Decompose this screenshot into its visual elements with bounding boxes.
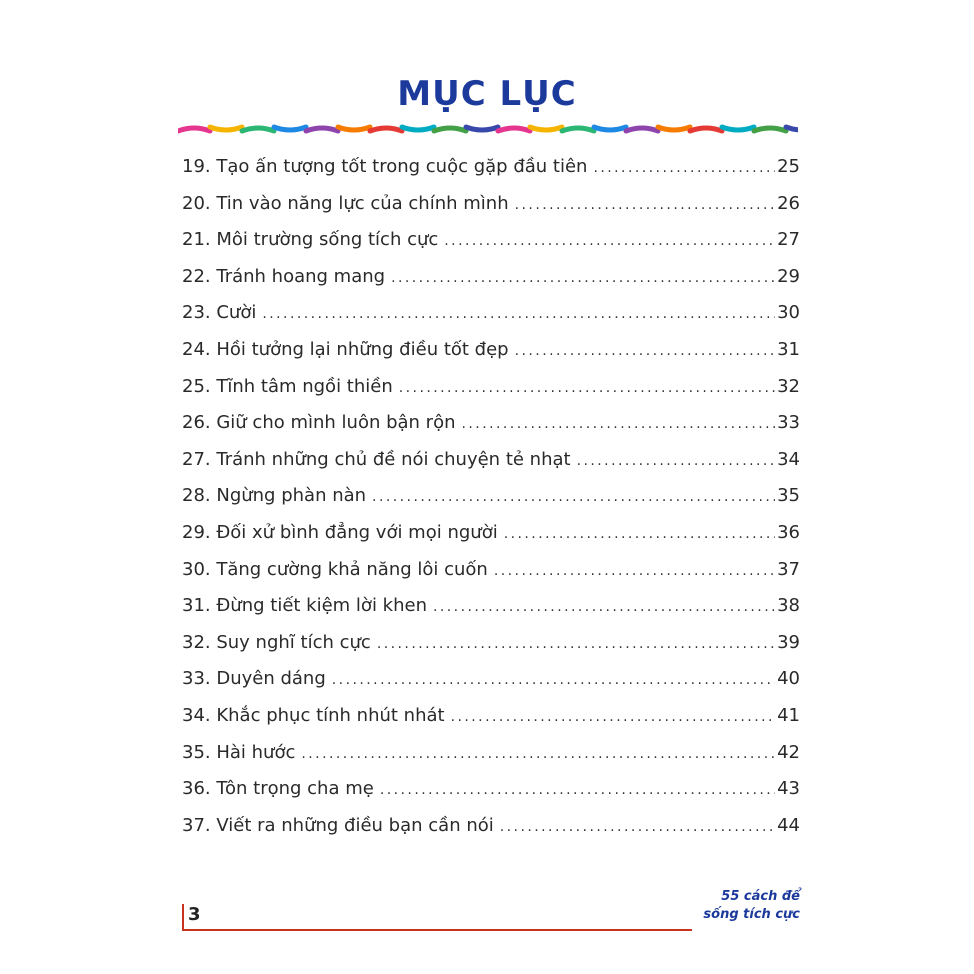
toc-entry-label: 20. Tin vào năng lực của chính mình xyxy=(182,192,509,214)
toc-entry-page: 33 xyxy=(777,412,800,434)
wave-segment xyxy=(530,127,562,130)
toc-entry xyxy=(182,156,800,193)
toc-entry-page: 38 xyxy=(777,595,800,617)
toc-entry-label: 31. Đừng tiết kiệm lời khen xyxy=(182,595,427,617)
wave-segment xyxy=(690,128,722,131)
toc-leader-dots xyxy=(462,416,776,432)
book-brand-line1: 55 cách để xyxy=(721,889,800,904)
wave-segment xyxy=(178,128,210,131)
toc-entry-label: 35. Hài hước xyxy=(182,741,296,763)
toc-leader-dots xyxy=(515,343,776,359)
toc-leader-dots xyxy=(372,489,775,505)
toc-entry-label: 33. Duyên dáng xyxy=(182,668,326,690)
toc-entry xyxy=(182,412,800,449)
toc-entry xyxy=(182,595,800,632)
toc-entry-page: 26 xyxy=(777,192,800,214)
toc-entry-label: 32. Suy nghĩ tích cực xyxy=(182,631,371,653)
wave-segment xyxy=(370,128,402,131)
toc-entry xyxy=(182,339,800,376)
toc-entry xyxy=(182,376,800,413)
toc-entry-page: 41 xyxy=(777,704,800,726)
wave-segment xyxy=(306,128,338,131)
toc-entry-label: 23. Cười xyxy=(182,302,257,324)
toc-leader-dots xyxy=(577,453,776,469)
toc-leader-dots xyxy=(262,306,775,322)
colorful-wave-divider xyxy=(178,122,798,136)
toc-entry-page: 31 xyxy=(777,338,800,360)
wave-segment xyxy=(402,127,434,130)
wave-segment xyxy=(786,127,798,130)
toc-entry xyxy=(182,266,800,303)
toc-entry xyxy=(182,668,800,705)
toc-leader-dots xyxy=(332,672,775,688)
toc-leader-dots xyxy=(377,636,775,652)
toc-entry-page: 35 xyxy=(777,485,800,507)
toc-entry xyxy=(182,449,800,486)
toc-entry-label: 28. Ngừng phàn nàn xyxy=(182,485,367,507)
toc-entry-label: 30. Tăng cường khả năng lôi cuốn xyxy=(182,558,488,580)
toc-entry xyxy=(182,522,800,559)
toc-entry-page: 37 xyxy=(777,558,800,580)
book-brand-line2: sống tích cực xyxy=(703,907,800,922)
toc-entry xyxy=(182,193,800,230)
toc-entry xyxy=(182,302,800,339)
toc-entry-label: 26. Giữ cho mình luôn bận rộn xyxy=(182,412,456,434)
toc-entry xyxy=(182,485,800,522)
toc-leader-dots xyxy=(391,270,775,286)
toc-leader-dots xyxy=(399,380,775,396)
wave-segment xyxy=(754,128,786,131)
toc-entry-label: 22. Tránh hoang mang xyxy=(182,265,386,287)
page-number: 3 xyxy=(188,904,201,925)
wave-segment xyxy=(594,127,626,130)
toc-entry-label: 27. Tránh những chủ đề nói chuyện tẻ nhạt xyxy=(182,448,571,470)
toc-entry-page: 40 xyxy=(777,668,800,690)
wave-segment xyxy=(466,127,498,130)
footer-rule xyxy=(182,904,692,931)
wave-segment xyxy=(338,127,370,130)
toc-entry-label: 36. Tôn trọng cha mẹ xyxy=(182,778,374,800)
toc-leader-dots xyxy=(444,233,775,249)
toc-entry-page: 44 xyxy=(777,814,800,836)
toc-leader-dots xyxy=(593,160,775,176)
book-brand xyxy=(703,888,800,924)
toc-leader-dots xyxy=(433,599,775,615)
toc-leader-dots xyxy=(504,526,775,542)
toc-entry xyxy=(182,705,800,742)
table-of-contents xyxy=(182,156,800,851)
toc-entry-page: 43 xyxy=(777,778,800,800)
toc-entry-page: 25 xyxy=(777,156,800,177)
wave-segment xyxy=(210,127,242,130)
toc-entry-label: 34. Khắc phục tính nhút nhát xyxy=(182,704,445,726)
toc-entry-label: 29. Đối xử bình đẳng với mọi người xyxy=(182,521,498,543)
toc-leader-dots xyxy=(500,819,775,835)
toc-entry-page: 30 xyxy=(777,302,800,324)
wave-segment xyxy=(242,128,274,131)
toc-entry-page: 27 xyxy=(777,229,800,251)
toc-entry-page: 34 xyxy=(777,448,800,470)
toc-entry-label: 25. Tĩnh tâm ngồi thiền xyxy=(182,375,393,397)
toc-entry-label: 19. Tạo ấn tượng tốt trong cuộc gặp đầu tiên xyxy=(182,156,588,177)
wave-segment xyxy=(274,127,306,130)
toc-leader-dots xyxy=(494,563,775,579)
toc-entry-page: 39 xyxy=(777,631,800,653)
toc-entry-page: 36 xyxy=(777,521,800,543)
toc-entry-page: 32 xyxy=(777,375,800,397)
page-title: MỤC LỤC xyxy=(397,74,577,114)
toc-entry-label: 37. Viết ra những điều bạn cần nói xyxy=(182,814,494,836)
wave-segment xyxy=(626,128,658,131)
toc-entry-label: 24. Hồi tưởng lại những điều tốt đẹp xyxy=(182,338,509,360)
toc-leader-dots xyxy=(301,746,775,762)
toc-entry xyxy=(182,559,800,596)
wave-segment xyxy=(562,128,594,131)
wave-segment xyxy=(434,128,466,131)
toc-leader-dots xyxy=(380,782,775,798)
toc-entry xyxy=(182,815,800,852)
toc-entry-label: 21. Môi trường sống tích cực xyxy=(182,229,439,251)
wave-segment xyxy=(498,128,530,131)
toc-leader-dots xyxy=(451,709,776,725)
wave-segment xyxy=(658,127,690,130)
toc-entry xyxy=(182,632,800,669)
toc-entry xyxy=(182,742,800,779)
toc-entry-page: 29 xyxy=(777,265,800,287)
toc-entry xyxy=(182,778,800,815)
toc-leader-dots xyxy=(515,197,775,213)
toc-entry xyxy=(182,229,800,266)
toc-entry-page: 42 xyxy=(777,741,800,763)
wave-segment xyxy=(722,127,754,130)
